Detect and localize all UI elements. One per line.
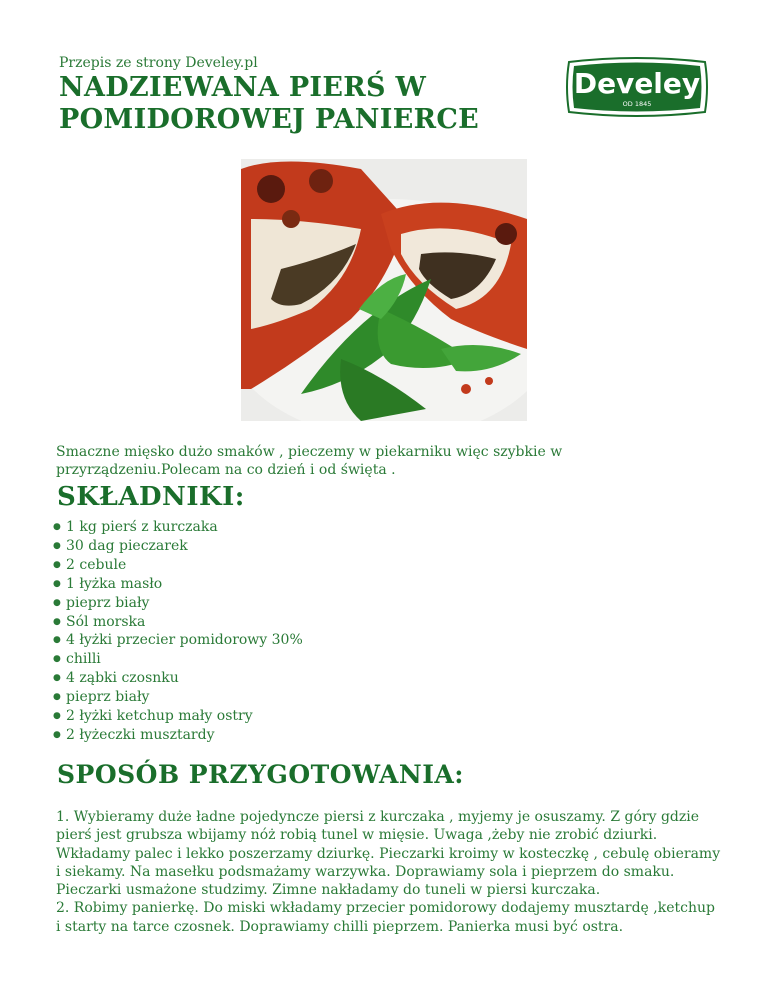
ingredients-heading: SKŁADNIKI: — [57, 482, 245, 512]
develey-logo — [563, 56, 711, 118]
logo-subtext: OD 1845 — [622, 100, 652, 108]
preparation-step: 2. Robimy panierkę. Do miski wkładamy przecier pomidorowy dodajemy musztardę ,ketchup i starty na tarce czosnek. Doprawiamy chilli pieprzem. Panierka musi być ostra. — [56, 900, 715, 935]
ingredient-item: ● pieprz biały — [52, 594, 303, 613]
preparation-step: 1. Wybieramy duże ładne pojedyncze piersi z kurczaka , myjemy je osuszamy. Z góry gdzie pierś jest grubsza wbijamy nóż robią tunel w mięsie. Uwaga ,żeby nie zrobić dziurki. Wkładamy palec i lekko poszerzamy dziurkę. Pieczarki kroimy w kosteczkę , cebulę obieramy i siekamy. Na masełku podsmażamy warzywka. Doprawiamy sola i pieprzem do smaku. Pieczarki usmażone studzimy. Zimne nakładamy do tuneli w piersi kurczaka. — [56, 809, 721, 899]
source-line: Przepis ze strony Develey.pl — [59, 55, 258, 71]
recipe-title: NADZIEWANA PIERŚ W POMIDOROWEJ PANIERCE — [59, 72, 479, 135]
ingredient-item: ● pieprz biały — [52, 688, 303, 707]
ingredient-item: ● chilli — [52, 650, 303, 669]
logo-wordmark: Develey — [573, 67, 701, 100]
recipe-photo — [241, 159, 527, 421]
preparation-heading: SPOSÓB PRZYGOTOWANIA: — [57, 760, 465, 789]
ingredient-item: ● 2 cebule — [52, 556, 303, 575]
ingredient-item: ● 1 łyżka masło — [52, 575, 303, 594]
preparation-steps — [56, 808, 722, 936]
ingredient-item: ● 30 dag pieczarek — [52, 537, 303, 556]
ingredient-item: ● 4 łyżki przecier pomidorowy 30% — [52, 631, 303, 650]
recipe-intro: Smaczne mięsko dużo smaków , pieczemy w piekarniku więc szybkie w przyrządzeniu.Polecam na co dzień i od święta . — [56, 444, 563, 478]
ingredient-item: ● 2 łyżki ketchup mały ostry — [52, 707, 303, 726]
ingredient-item: ● 1 kg pierś z kurczaka — [52, 518, 303, 537]
ingredients-list — [52, 518, 303, 745]
ingredient-item: ● 4 ząbki czosnku — [52, 669, 303, 688]
ingredient-item: ● 2 łyżeczki musztardy — [52, 726, 303, 745]
ingredient-item: ● Sól morska — [52, 613, 303, 632]
